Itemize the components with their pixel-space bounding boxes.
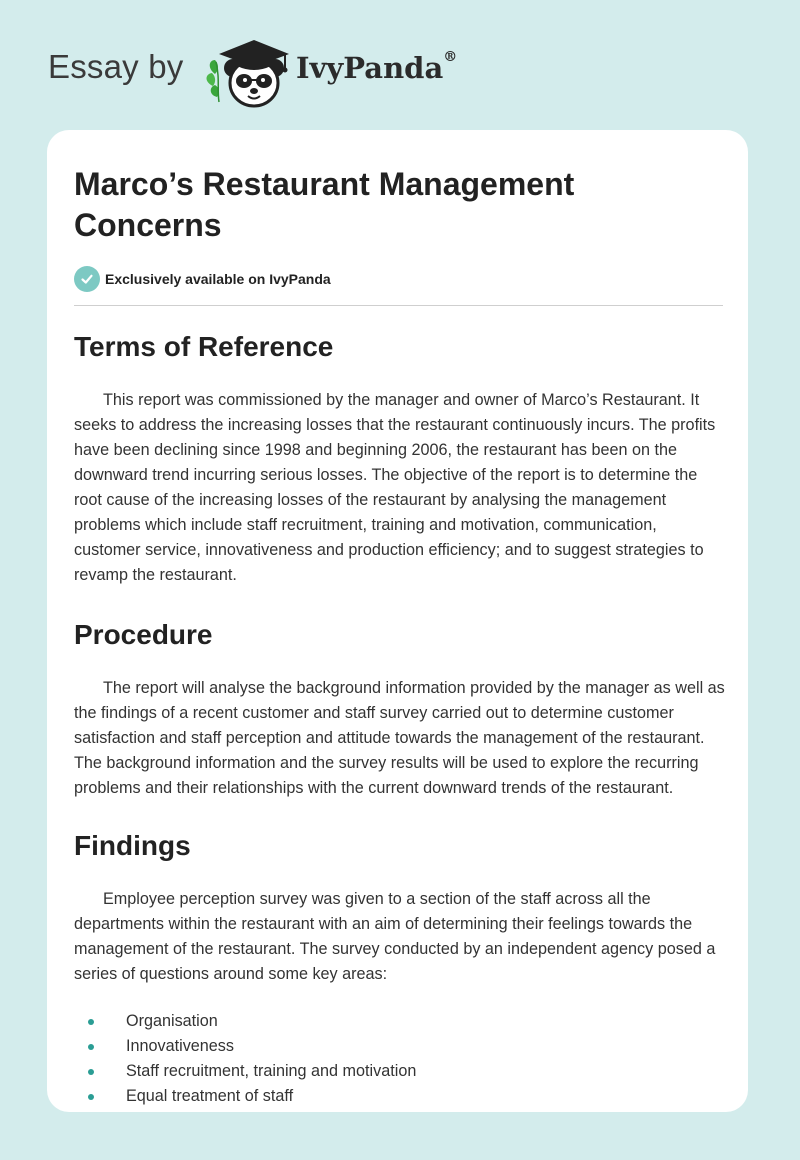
section-paragraph-findings: Employee perception survey was given to a section of the staff across all the departments within the restaurant with an aim of determining their feelings towards the management of the restaurant. The survey conducted by an independent agency posed a series of questions around some key areas:: [74, 890, 716, 983]
panda-graduate-icon[interactable]: [203, 34, 295, 110]
divider: [74, 305, 723, 306]
brand-label: IvyPanda: [296, 51, 444, 85]
section-heading-procedure: Procedure: [74, 619, 213, 650]
list-item: Organisation: [74, 1009, 721, 1034]
key-areas-list: [74, 1009, 721, 1109]
list-item: Staff recruitment, training and motivation: [74, 1059, 721, 1084]
exclusive-label: Exclusively available on IvyPanda: [105, 271, 331, 287]
registered-mark: ®: [443, 49, 458, 65]
brand-name[interactable]: [296, 51, 457, 85]
essay-card: [47, 130, 748, 1112]
section-paragraph-terms-of-reference: This report was commissioned by the manager and owner of Marco’s Restaurant. It seeks to address the increasing losses that the restaurant continuously incurs. The profits have been declining since 1998 and beginning 2006, the restaurant has been on the downward trend incurring serious losses. The objective of the report is to determine the root cause of the increasing losses of the restaurant by analysing the management problems which include staff recruitment, training and motivation, communication, customer service, innovativeness and production efficiency; and to suggest strategies to revamp the restaurant.: [74, 391, 716, 584]
essay-by-label: Essay by: [48, 48, 184, 85]
list-item: Equal treatment of staff: [74, 1084, 721, 1109]
checkmark-icon: [74, 266, 100, 292]
section-heading-terms-of-reference: Terms of Reference: [74, 331, 334, 362]
section-heading-findings: Findings: [74, 830, 191, 861]
section-paragraph-procedure: The report will analyse the background information provided by the manager as well as the findings of a recent customer and staff survey carried out to determine customer satisfaction and staff perception and attitude towards the management of the restaurant. The background information and the survey results will be used to explore the recurring problems and their relationships with the current downward trends of the restaurant.: [74, 679, 725, 797]
list-item: Innovativeness: [74, 1034, 721, 1059]
site-header: [48, 34, 488, 110]
page-title: Marco’s Restaurant Management Concerns: [74, 166, 575, 243]
exclusive-badge: [74, 265, 721, 293]
